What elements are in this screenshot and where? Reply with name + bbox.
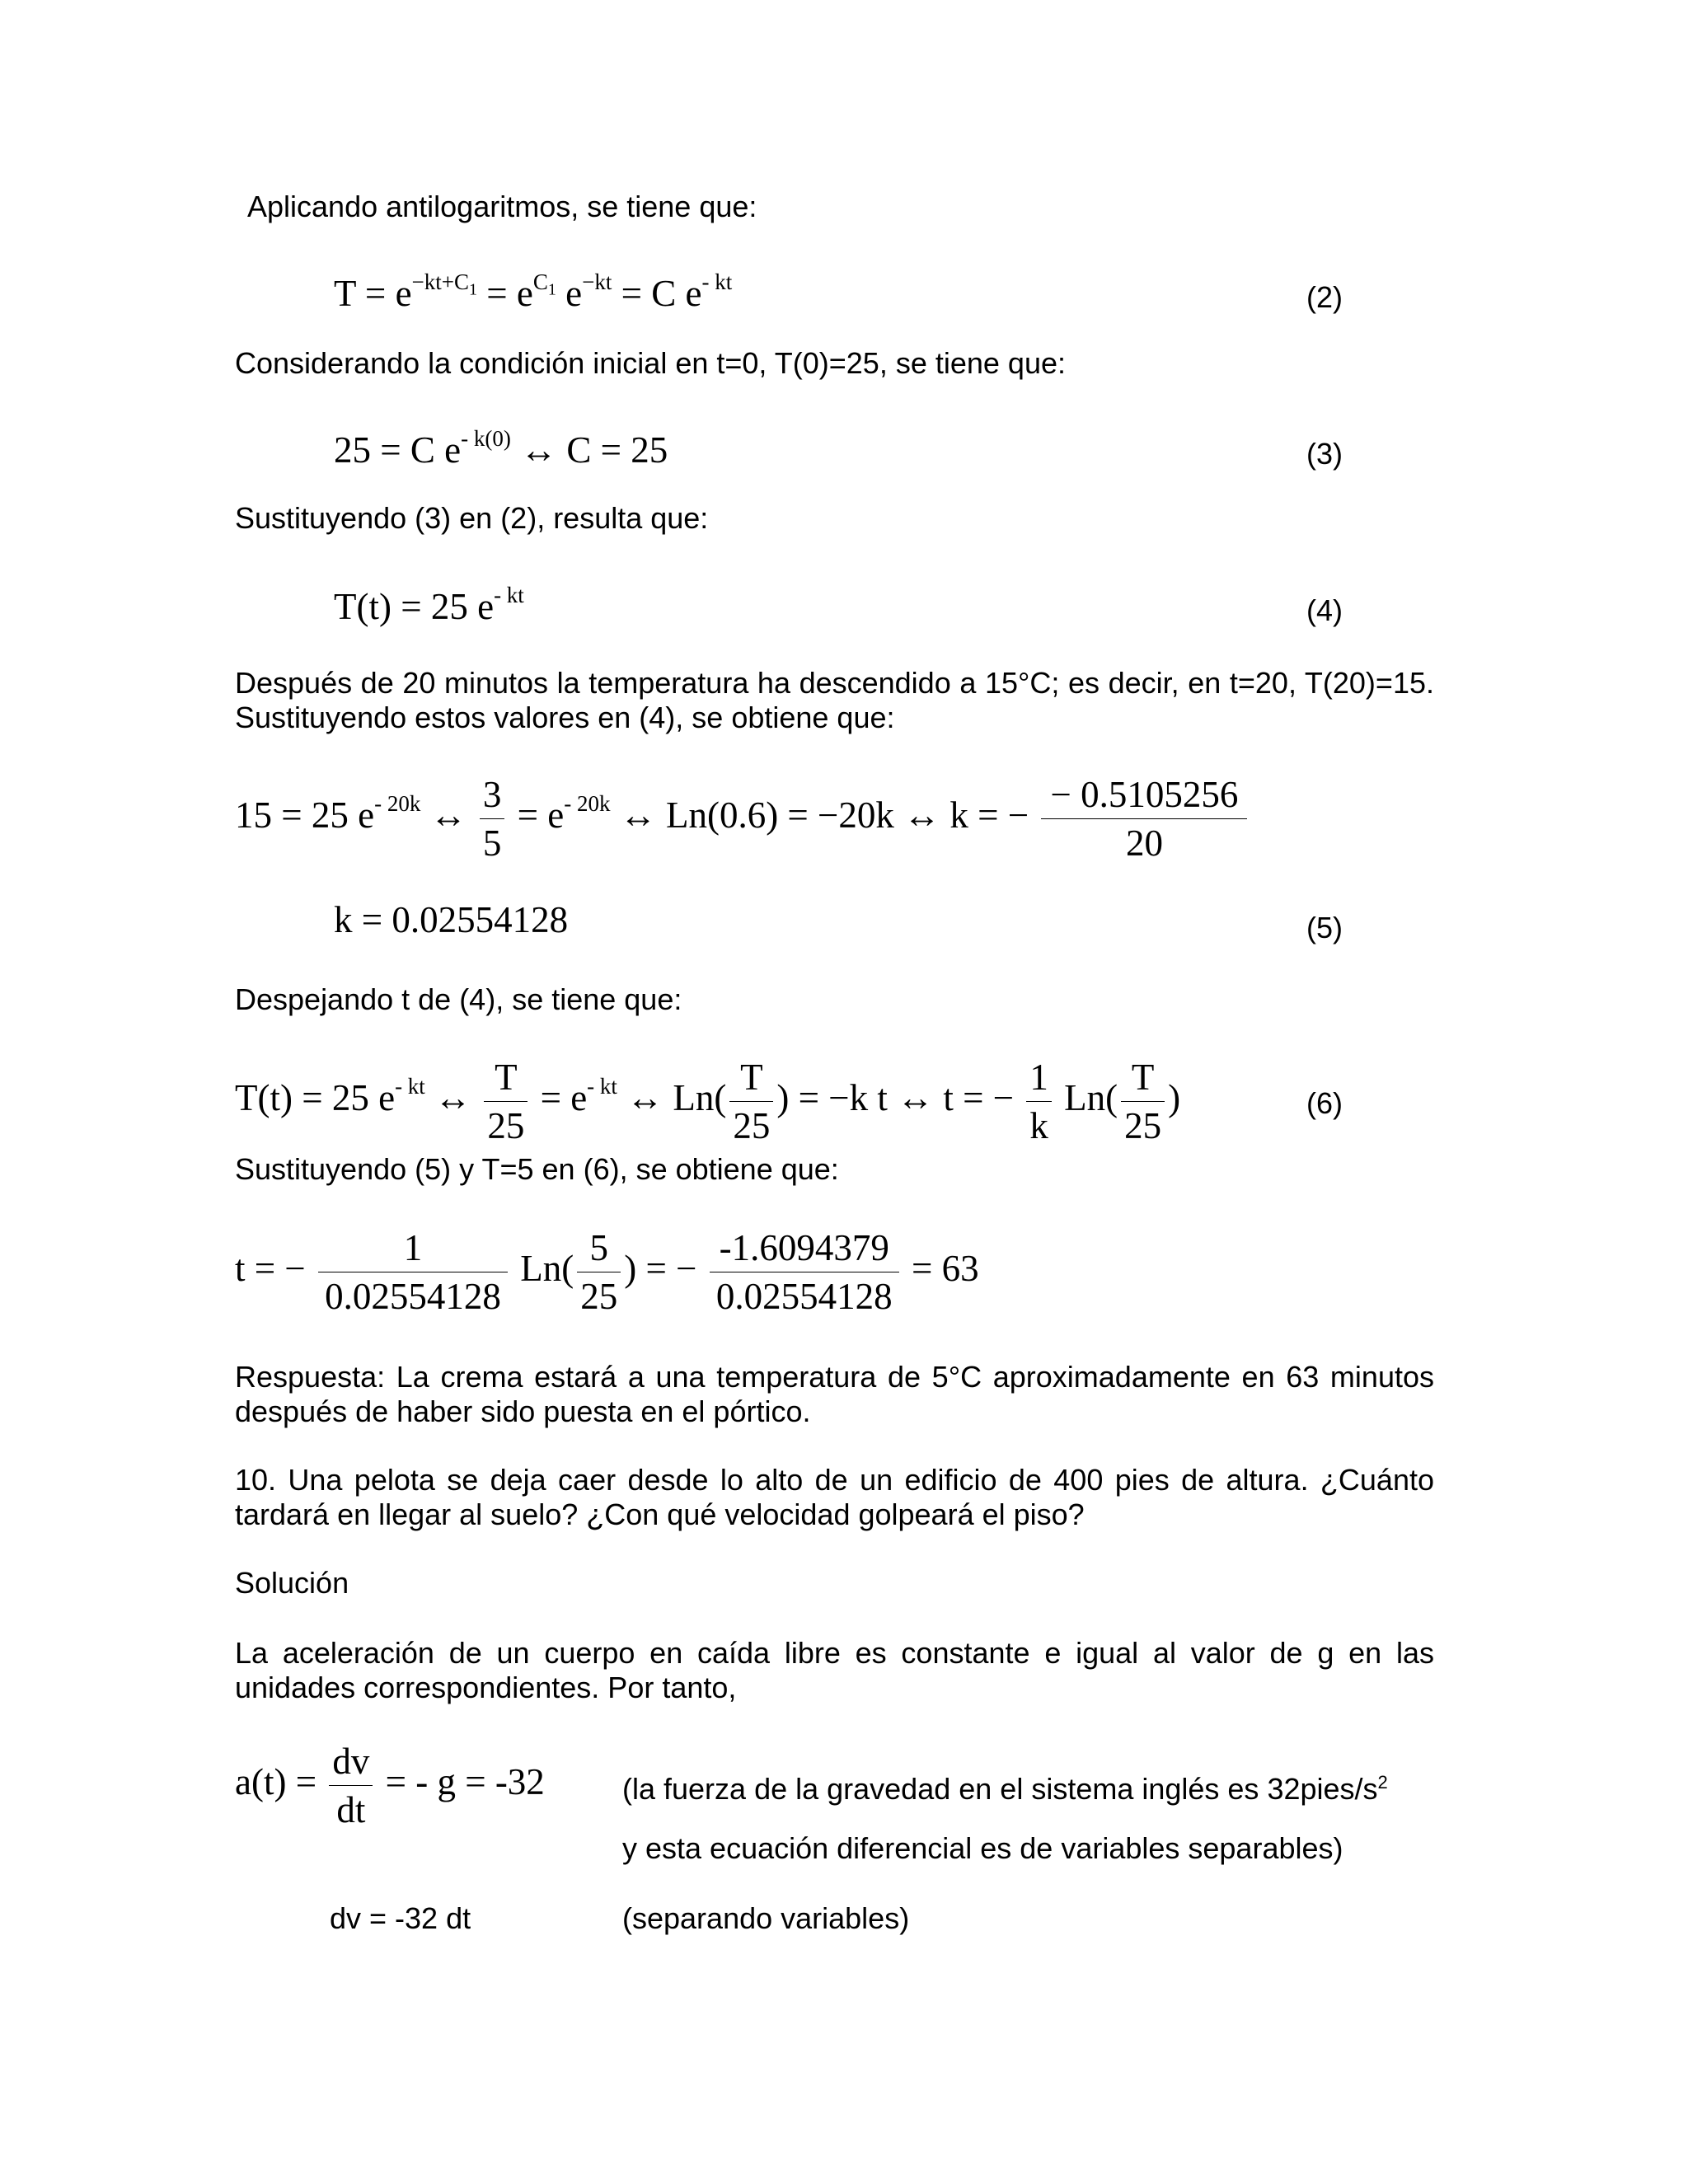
paragraph-substitute-5: Sustituyendo (5) y T=5 en (6), se obtiene que: [235, 1152, 839, 1186]
equation-3: 25 = C $e^{- k(0)}$ ↔ C = 25 [334, 426, 668, 471]
note-gravity: (la fuerza de la gravedad en el sistema inglés es $32pies/s^2$ [622, 1772, 1388, 1806]
equation-acceleration: a(t) = $\frac{dv}{dt}$ = - g = -32 [235, 1737, 545, 1834]
heading-solucion: Solución [235, 1566, 349, 1600]
paragraph-solve-t: Despejando t de (4), se tiene que: [235, 982, 682, 1016]
equation-solve-k: 15 = 25 $e^{- 20k}$ ↔ $\frac{3}{5}$ = $e^{- 20k}$ ↔ Ln(0.6) = −20k ↔ k = − $\frac{- 0.5105256}{20}$ [235, 771, 1250, 867]
fraction-ln-over-k: $\frac{-1.6094379}{0.02554128}$ [710, 1224, 899, 1320]
fraction-5-over-25: $\frac{5}{25}$ [577, 1224, 621, 1320]
paragraph-substitute-3-in-2: Sustituyendo (3) en (2), resulta que: [235, 501, 709, 535]
equation-number-3: (3) [1306, 437, 1343, 471]
note-separable: y esta ecuación diferencial es de variables separables) [622, 1831, 1343, 1865]
equation-4: T(t) = 25 $e^{- kt}$ [334, 583, 524, 627]
note-separating-variables: (separando variables) [622, 1901, 910, 1935]
fraction-T-over-25-c: $\frac{T}{25}$ [1121, 1053, 1165, 1150]
equation-5: k = 0.02554128 [334, 899, 569, 940]
paragraph-antilog: Aplicando antilogaritmos, se tiene que: [247, 190, 757, 223]
paragraph-free-fall: La aceleración de un cuerpo en caída libre es constante e igual al valor de g en las unidades correspondientes. Por tanto, [235, 1636, 1434, 1704]
paragraph-problem-10: 10. Una pelota se deja caer desde lo alto de un edificio de 400 pies de altura. ¿Cuánto tardará en llegar al suelo? ¿Con qué velocidad golpeará el piso? [235, 1463, 1434, 1531]
equation-number-4: (4) [1306, 593, 1343, 627]
fraction-3-over-5: $\frac{3}{5}$ [480, 771, 505, 867]
equation-dv: dv = -32 dt [330, 1901, 471, 1935]
fraction-T-over-25: $\frac{T}{25}$ [484, 1053, 528, 1150]
paragraph-initial-condition: Considerando la condición inicial en t=0, T(0)=25, se tiene que: [235, 346, 1066, 380]
fraction-1-over-k: $\frac{1}{k}$ [1026, 1053, 1052, 1150]
equation-number-2: (2) [1306, 280, 1343, 314]
equation-6: T(t) = 25 $e^{- kt}$ ↔ $\frac{T}{25}$ = $e^{- kt}$ ↔ Ln( $\frac{T}{25}$ ) = −k t ↔ t = − $\frac{1}{k}$ Ln( $\frac{T}{25}$ ) [235, 1053, 1180, 1150]
equation-2: $T = e^{-kt+C_1} = e^{C_1}$ $e^{-kt} = C$ $e^{- kt}$ [334, 269, 733, 314]
fraction-1-over-k-value: $\frac{1}{0.02554128}$ [318, 1224, 508, 1320]
equation-t-63: t = − $\frac{1}{0.02554128}$ Ln( $\frac{5}{25}$ ) = − $\frac{-1.6094379}{0.02554128}$ = 63 [235, 1224, 979, 1320]
paragraph-answer: Respuesta: La crema estará a una temperatura de 5°C aproximadamente en 63 minutos después de haber sido puesta en el pórtico. [235, 1360, 1434, 1428]
fraction-k-value: $\frac{- 0.5105256}{20}$ [1041, 771, 1247, 867]
fraction-dv-over-dt: $\frac{dv}{dt}$ [329, 1737, 373, 1834]
equation-number-6: (6) [1306, 1086, 1343, 1120]
paragraph-after-20-minutes: Después de 20 minutos la temperatura ha descendido a 15°C; es decir, en t=20, T(20)=15. Sustituyendo estos valores en (4), se obtiene que: [235, 666, 1434, 734]
equation-number-5: (5) [1306, 911, 1343, 944]
fraction-T-over-25-b: $\frac{T}{25}$ [729, 1053, 773, 1150]
